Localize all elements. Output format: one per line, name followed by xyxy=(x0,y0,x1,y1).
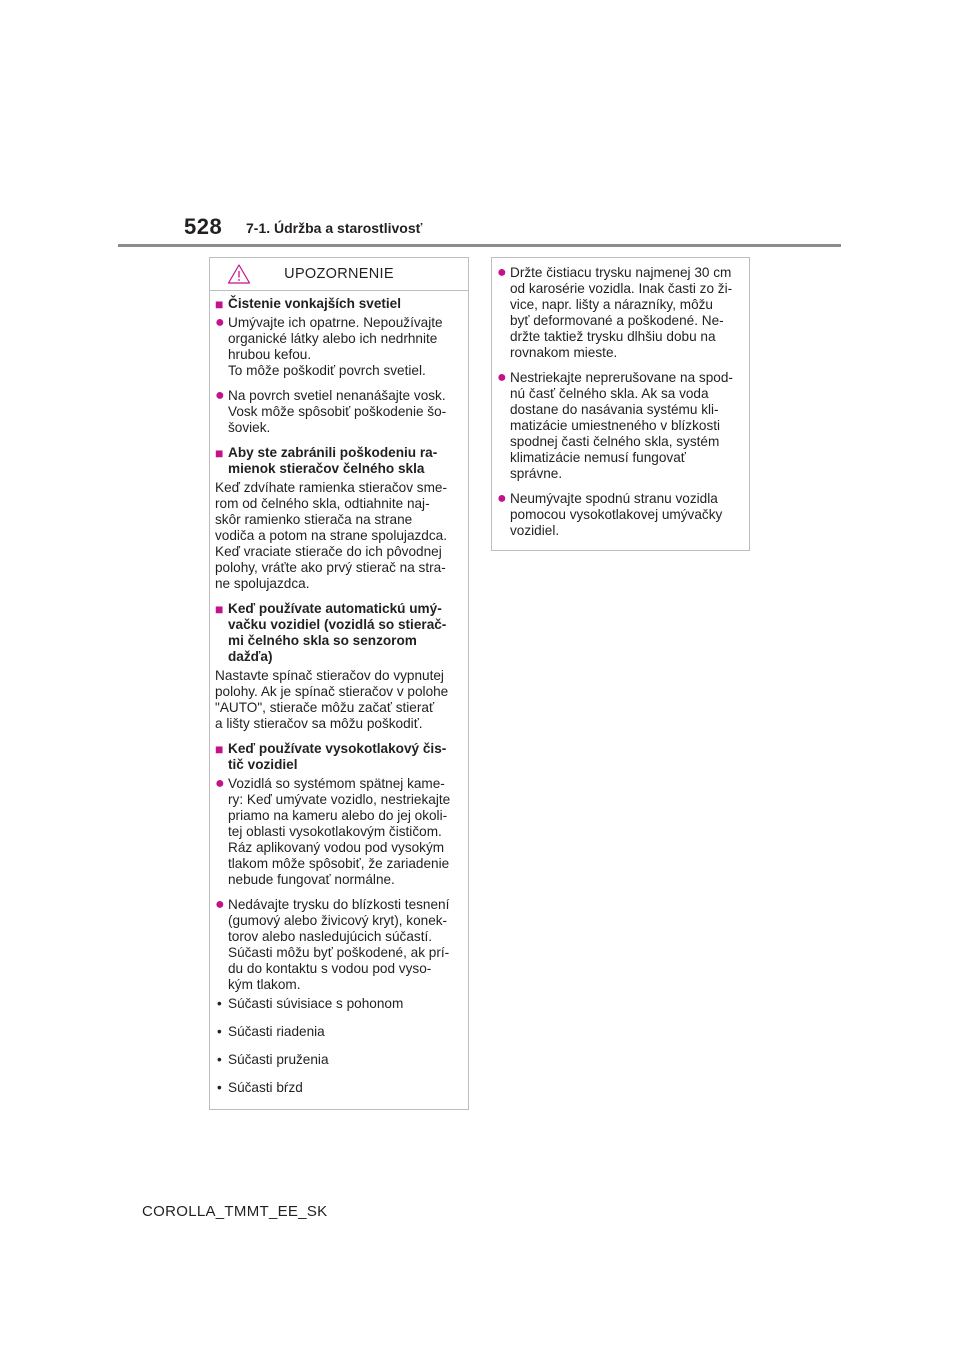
text-line: Neumývajte spodnú stranu vozidla xyxy=(510,491,718,506)
bullet-item xyxy=(215,388,463,436)
sub-list-item xyxy=(215,1024,463,1040)
text-line: ry: Keď umývate vozidlo, nestriekajte xyxy=(228,792,451,807)
warning-box-left xyxy=(209,257,469,1110)
text-line: ne spolujazdca. xyxy=(215,576,310,591)
text-line: "AUTO", stierače môžu začať stierať xyxy=(215,700,435,715)
text-line: Ráz aplikovaný vodou pod vysokým xyxy=(228,840,445,855)
text-line: Keď vraciate stierače do ich pôvodnej xyxy=(215,544,442,559)
text-line: Keď používate automatickú umý- xyxy=(228,601,442,616)
text-line: Súčasti pruženia xyxy=(228,1052,329,1067)
bullet-item xyxy=(215,897,463,993)
circle-bullet-icon: ● xyxy=(497,264,507,281)
text-line: od karosérie vozidla. Inak časti zo ži- xyxy=(510,281,733,296)
text-line: (gumový alebo živicový kryt), konek- xyxy=(228,913,448,928)
square-bullet-icon: ■ xyxy=(215,601,224,617)
text-line: polohy. Ak je spínač stieračov v polohe xyxy=(215,684,449,699)
header-rule xyxy=(118,244,841,247)
bullet-item xyxy=(497,265,744,361)
text-line: du do kontaktu s vodou pod vyso- xyxy=(228,961,432,976)
text-line: mi čelného skla so senzorom xyxy=(228,633,417,648)
warning-triangle-icon xyxy=(227,263,251,285)
text-line: Držte čistiacu trysku najmenej 30 cm xyxy=(510,265,732,280)
square-bullet-icon: ■ xyxy=(215,445,224,461)
sub-list-item xyxy=(215,1052,463,1068)
warning-box-title: UPOZORNENIE xyxy=(284,266,394,282)
text-line: vodiča a potom na strane spolujazdca. xyxy=(215,528,447,543)
text-line: hrubou kefou. xyxy=(228,347,312,362)
text-line: Nedávajte trysku do blízkosti tesnení xyxy=(228,897,450,912)
text-line: kým tlakom. xyxy=(228,977,301,992)
text-line: držte taktiež trysku dlhšiu dobu na xyxy=(510,329,716,344)
page-number: 528 xyxy=(184,214,223,239)
text-line: tlakom môže spôsobiť, že zariadenie xyxy=(228,856,450,871)
section-title: 7-1. Údržba a starostlivosť xyxy=(246,220,423,236)
bullet-item xyxy=(497,491,744,539)
text-line: To môže poškodiť povrch svetiel. xyxy=(228,363,426,378)
warning-box-header xyxy=(210,258,468,291)
text-line: Umývajte ich opatrne. Nepoužívajte xyxy=(228,315,443,330)
bullet-item xyxy=(215,315,463,379)
text-line: Čistenie vonkajších svetiel xyxy=(228,296,402,311)
text-line: skôr ramienko stierača na strane xyxy=(215,512,413,527)
text-line: správne. xyxy=(510,466,563,481)
text-line: rovnakom mieste. xyxy=(510,345,618,360)
text-line: organické látky alebo ich nedrhnite xyxy=(228,331,438,346)
dot-bullet-icon: • xyxy=(217,1052,222,1067)
circle-bullet-icon: ● xyxy=(215,387,225,404)
section-heading xyxy=(215,445,463,477)
text-line: Súčasti riadenia xyxy=(228,1024,325,1039)
section-heading xyxy=(215,601,463,665)
document-footer: COROLLA_TMMT_EE_SK xyxy=(142,1203,328,1220)
paragraph xyxy=(215,668,463,732)
square-bullet-icon: ■ xyxy=(215,296,224,312)
square-bullet-icon: ■ xyxy=(215,741,224,757)
text-line: klimatizácie nemusí fungovať xyxy=(510,450,686,465)
section-heading xyxy=(215,296,463,312)
text-line: matizácie umiestneného v blízkosti xyxy=(510,418,721,433)
text-line: vačku vozidiel (vozidlá so stierač- xyxy=(228,617,447,632)
dot-bullet-icon: • xyxy=(217,1024,222,1039)
text-line: Súčasti môžu byť poškodené, ak prí- xyxy=(228,945,450,960)
text-line: tič vozidiel xyxy=(228,757,298,772)
text-line: Aby ste zabránili poškodeniu ra- xyxy=(228,445,438,460)
text-line: dažďa) xyxy=(228,649,273,664)
text-line: nebude fungovať normálne. xyxy=(228,872,395,887)
text-line: Keď zdvíhate ramienka stieračov sme- xyxy=(215,480,447,495)
text-line: dostane do nasávania systému kli- xyxy=(510,402,719,417)
text-line: mienok stieračov čelného skla xyxy=(228,461,425,476)
circle-bullet-icon: ● xyxy=(497,369,507,386)
text-line: Nastavte spínač stieračov do vypnutej xyxy=(215,668,444,683)
section-heading xyxy=(215,741,463,773)
warning-box-body-continued xyxy=(492,258,749,539)
text-line: vozidiel. xyxy=(510,523,560,538)
circle-bullet-icon: ● xyxy=(497,490,507,507)
text-line: byť deformované a poškodené. Ne- xyxy=(510,313,724,328)
bullet-item xyxy=(215,776,463,888)
dot-bullet-icon: • xyxy=(217,1080,222,1095)
text-line: Vozidlá so systémom spätnej kame- xyxy=(228,776,445,791)
paragraph xyxy=(215,480,463,592)
text-line: torov alebo nasledujúcich súčastí. xyxy=(228,929,433,944)
text-line: Keď používate vysokotlakový čis- xyxy=(228,741,447,756)
text-line: šoviek. xyxy=(228,420,271,435)
text-line: spodnej časti čelného skla, systém xyxy=(510,434,720,449)
warning-box-right xyxy=(491,257,750,551)
text-line: priamo na kameru alebo do jej okoli- xyxy=(228,808,448,823)
text-line: tej oblasti vysokotlakovým čističom. xyxy=(228,824,442,839)
text-line: Súčasti súvisiace s pohonom xyxy=(228,996,404,1011)
text-line: nú časť čelného skla. Ak sa voda xyxy=(510,386,709,401)
bullet-item xyxy=(497,370,744,482)
circle-bullet-icon: ● xyxy=(215,775,225,792)
circle-bullet-icon: ● xyxy=(215,314,225,331)
text-line: Vosk môže spôsobiť poškodenie šo- xyxy=(228,404,447,419)
text-line: polohy, vráťte ako prvý stierač na stra- xyxy=(215,560,446,575)
sub-list-item xyxy=(215,1080,463,1096)
text-line: pomocou vysokotlakovej umývačky xyxy=(510,507,723,522)
text-line: a lišty stieračov sa môžu poškodiť. xyxy=(215,716,423,731)
text-line: Na povrch svetiel nenanášajte vosk. xyxy=(228,388,446,403)
text-line: rom od čelného skla, odtiahnite naj- xyxy=(215,496,430,511)
sub-list-item xyxy=(215,996,463,1012)
warning-box-body xyxy=(210,291,468,1096)
text-line: Súčasti bŕzd xyxy=(228,1080,303,1095)
text-line: Nestriekajte neprerušovane na spod- xyxy=(510,370,733,385)
circle-bullet-icon: ● xyxy=(215,896,225,913)
dot-bullet-icon: • xyxy=(217,996,222,1011)
text-line: vice, napr. lišty a nárazníky, môžu xyxy=(510,297,713,312)
